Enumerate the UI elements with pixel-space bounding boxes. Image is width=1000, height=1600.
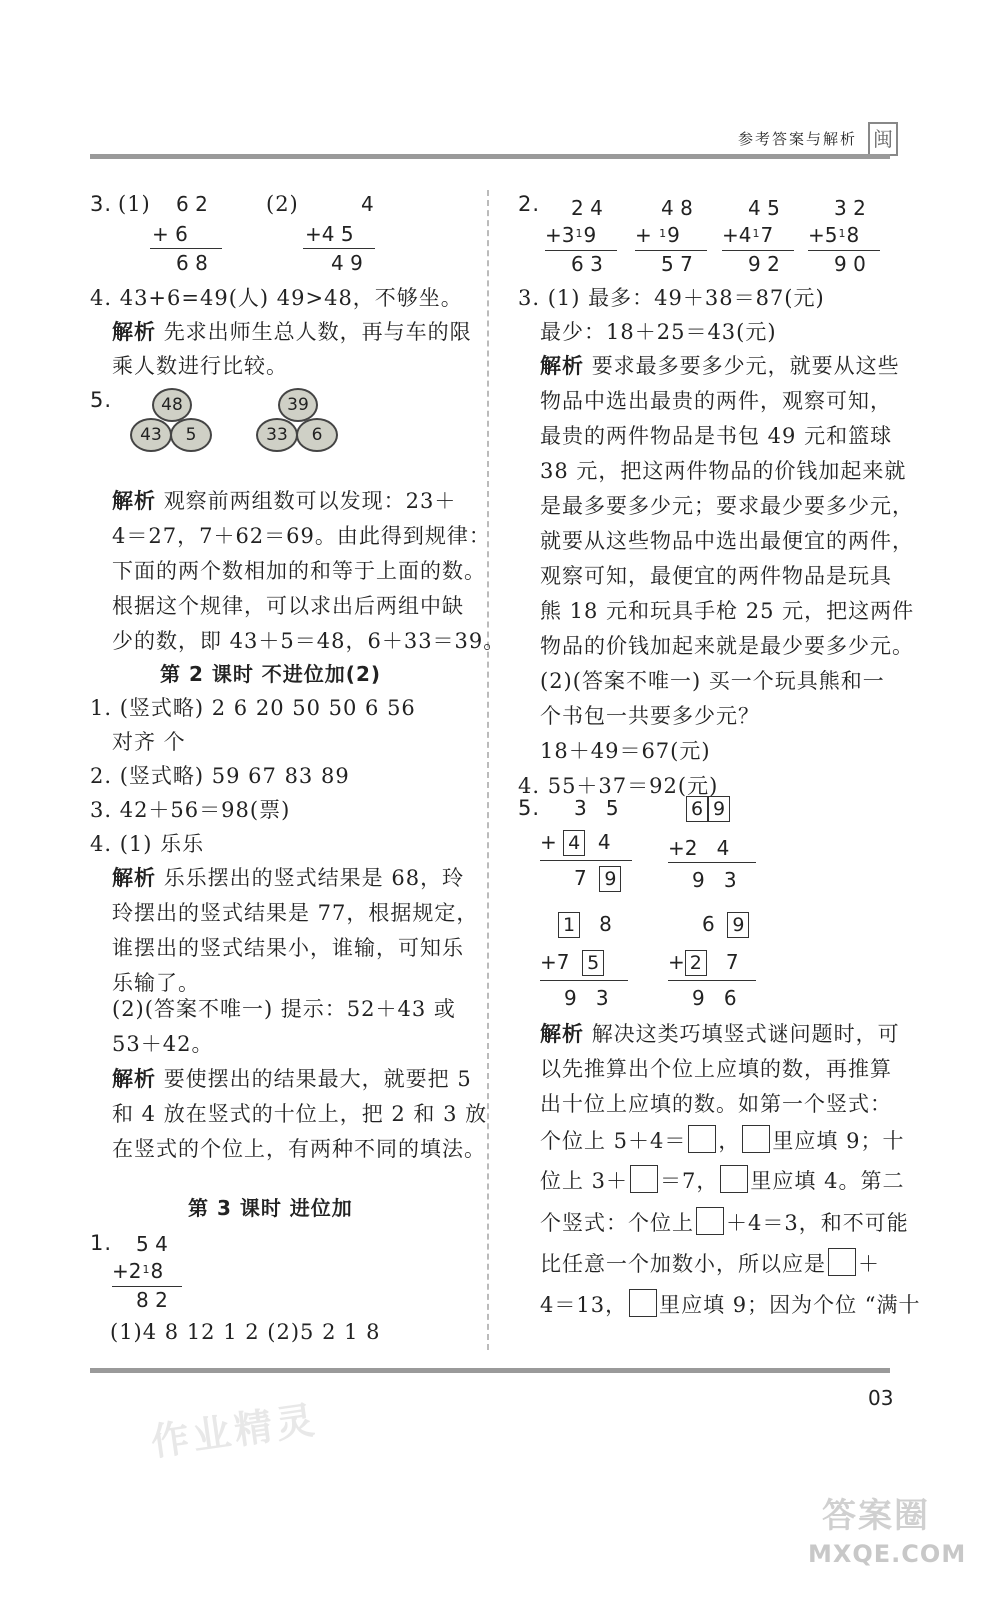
region-badge: 闽 (868, 122, 898, 156)
r-q5-line: 出十位上应填的数。如第一个竖式： (540, 1092, 892, 1116)
l2-q2: 2. (竖式略) 59 67 83 89 (90, 764, 350, 788)
r-q5-line: 个竖式：个位上 ＋4＝3，和不可能 (540, 1207, 909, 1239)
l2-analysis-2: 解析 要使摆出的结果最大，就要把 5 (112, 1066, 472, 1091)
calc-top: 6 2 (176, 192, 208, 216)
r-q3-part2-line3: 18＋49＝67(元) (540, 739, 711, 763)
r-q5-line: 比任意一个加数小，所以应是 ＋ (540, 1248, 880, 1280)
q5-analysis-line: 少的数，即 43＋5＝48，6＋33＝39。 (112, 629, 506, 653)
lesson3-title: 第 3 课时 进位加 (188, 1196, 353, 1220)
q3-label: 3. (90, 192, 113, 216)
r-q3-analysis-line: 观察可知，最便宜的两件物品是玩具 (540, 564, 892, 588)
r-q3-line1: 3. (1) 最多：49＋38＝87(元) (518, 286, 825, 310)
q3-part1-label: (1) (118, 192, 151, 216)
q5-label: 5. (90, 388, 113, 412)
q5-analysis: 解析 观察前两组数可以发现：23＋ (112, 488, 457, 513)
q4-analysis-line2: 乘人数进行比较。 (112, 354, 288, 378)
q5-analysis-line: 下面的两个数相加的和等于上面的数。 (112, 559, 486, 583)
clover-right: 5 (170, 418, 212, 452)
calc-mid: + 6 (152, 222, 188, 246)
r-q3-part2: (2)(答案不唯一) 买一个玩具熊和一 (540, 669, 885, 693)
l3-answers: (1)4 8 12 1 2 (2)5 2 1 8 (110, 1320, 381, 1344)
r-q5-line: 4＝13， 里应填 9；因为个位 “满十 (540, 1289, 921, 1321)
l2-part2: (2)(答案不唯一) 提示：52＋43 或 (112, 997, 456, 1021)
r-q3-part2-line2: 个书包一共要多少元？ (540, 704, 760, 728)
lesson2-title: 第 2 课时 不进位加(2) (160, 662, 382, 686)
calc-result: 6 8 (176, 251, 208, 275)
analysis-label: 解析 (540, 353, 584, 378)
footer-rule (90, 1368, 890, 1373)
l2-analysis-line: 谁摆出的竖式结果小，谁输，可知乐 (112, 936, 464, 960)
analysis-label: 解析 (112, 1066, 156, 1091)
r-q5-line: 位上 3＋ ＝7， 里应填 4。第二 (540, 1165, 904, 1197)
q5-analysis-line: 根据这个规律，可以求出后两组中缺 (112, 594, 464, 618)
r-q3-analysis-line: 最贵的两件物品是书包 49 元和篮球 (540, 424, 893, 448)
q4-analysis: 解析 先求出师生总人数，再与车的限 (112, 319, 472, 344)
clover-left: 43 (130, 418, 172, 452)
analysis-label: 解析 (540, 1021, 584, 1046)
l2-analysis-line: 玲摆出的竖式结果是 77，根据规定， (112, 901, 479, 925)
watermark: 作业精灵 (148, 1396, 321, 1465)
l2-analysis-line: 和 4 放在竖式的十位上，把 2 和 3 放 (112, 1102, 488, 1126)
l2-analysis-line: 在竖式的个位上，有两种不同的填法。 (112, 1137, 486, 1161)
calc-mid: +4 5 (305, 222, 354, 246)
l2-part2-line2: 53＋42。 (112, 1032, 214, 1056)
clover-left: 33 (256, 418, 298, 452)
header-title: 参考答案与解析 (738, 130, 858, 148)
l2-analysis-line: 乐输了。 (112, 971, 200, 995)
l2-analysis-1: 解析 乐乐摆出的竖式结果是 68，玲 (112, 865, 465, 890)
l2-q4: 4. (1) 乐乐 (90, 832, 205, 856)
q3-part2-label: (2) (266, 192, 299, 216)
clover-top: 39 (278, 388, 318, 422)
r-q2-label: 2. (518, 192, 541, 216)
r-q3-analysis-line: 就要从这些物品中选出最便宜的两件， (540, 529, 914, 553)
header-rule (90, 154, 890, 159)
clover-right: 6 (296, 418, 338, 452)
q4-answer: 4. 43+6=49(人) 49>48，不够坐。 (90, 286, 463, 310)
page-number: 03 (868, 1386, 894, 1410)
r-q5-line: 以先推算出个位上应填的数，再推算 (540, 1057, 892, 1081)
calc-top: 5 4 (136, 1232, 168, 1256)
analysis-label: 解析 (112, 319, 156, 344)
r-q3-analysis-line: 38 元，把这两件物品的价钱加起来就 (540, 459, 907, 483)
calc-result: 4 9 (331, 251, 363, 275)
r-q3-line2: 最少：18＋25＝43(元) (540, 320, 777, 344)
r-q3-analysis-line: 是最多要多少元；要求最少要多少元， (540, 494, 914, 518)
r-q5-analysis: 解析 解决这类巧填竖式谜问题时，可 (540, 1021, 900, 1046)
r-q5-line: 个位上 5＋4＝ ， 里应填 9；十 (540, 1125, 904, 1157)
r-q4: 4. 55＋37＝92(元) (518, 774, 719, 798)
brand-mark: 答案圈 (822, 1496, 930, 1536)
l2-q1: 1. (竖式略) 2 6 20 50 50 6 56 (90, 696, 416, 720)
column-divider (487, 190, 489, 1350)
r-q3-analysis-line: 熊 18 元和玩具手枪 25 元，把这两件 (540, 599, 915, 623)
l3-q1-label: 1. (90, 1231, 113, 1255)
site-mark: MXQE.COM (808, 1540, 967, 1568)
q5-analysis-line: 4＝27，7＋62＝69。由此得到规律： (112, 524, 491, 548)
clover-2 (256, 388, 336, 454)
r-q3-analysis: 解析 要求最多要多少元，就要从这些 (540, 353, 900, 378)
l2-q3: 3. 42＋56＝98(票) (90, 798, 291, 822)
l2-q1-line2: 对齐 个 (112, 730, 186, 754)
analysis-label: 解析 (112, 865, 156, 890)
analysis-label: 解析 (112, 488, 156, 513)
r-q5-label: 5. (518, 796, 541, 820)
calc-mid: $+2^18$ (112, 1259, 164, 1283)
clover-top: 48 (152, 388, 192, 422)
calc-top: 4 (361, 192, 374, 216)
calc-result: 8 2 (136, 1288, 168, 1312)
clover-1 (130, 388, 210, 454)
r-q3-analysis-line: 物品中选出最贵的两件，观察可知， (540, 389, 892, 413)
r-q3-analysis-line: 物品的价钱加起来就是最少要多少元。 (540, 634, 914, 658)
